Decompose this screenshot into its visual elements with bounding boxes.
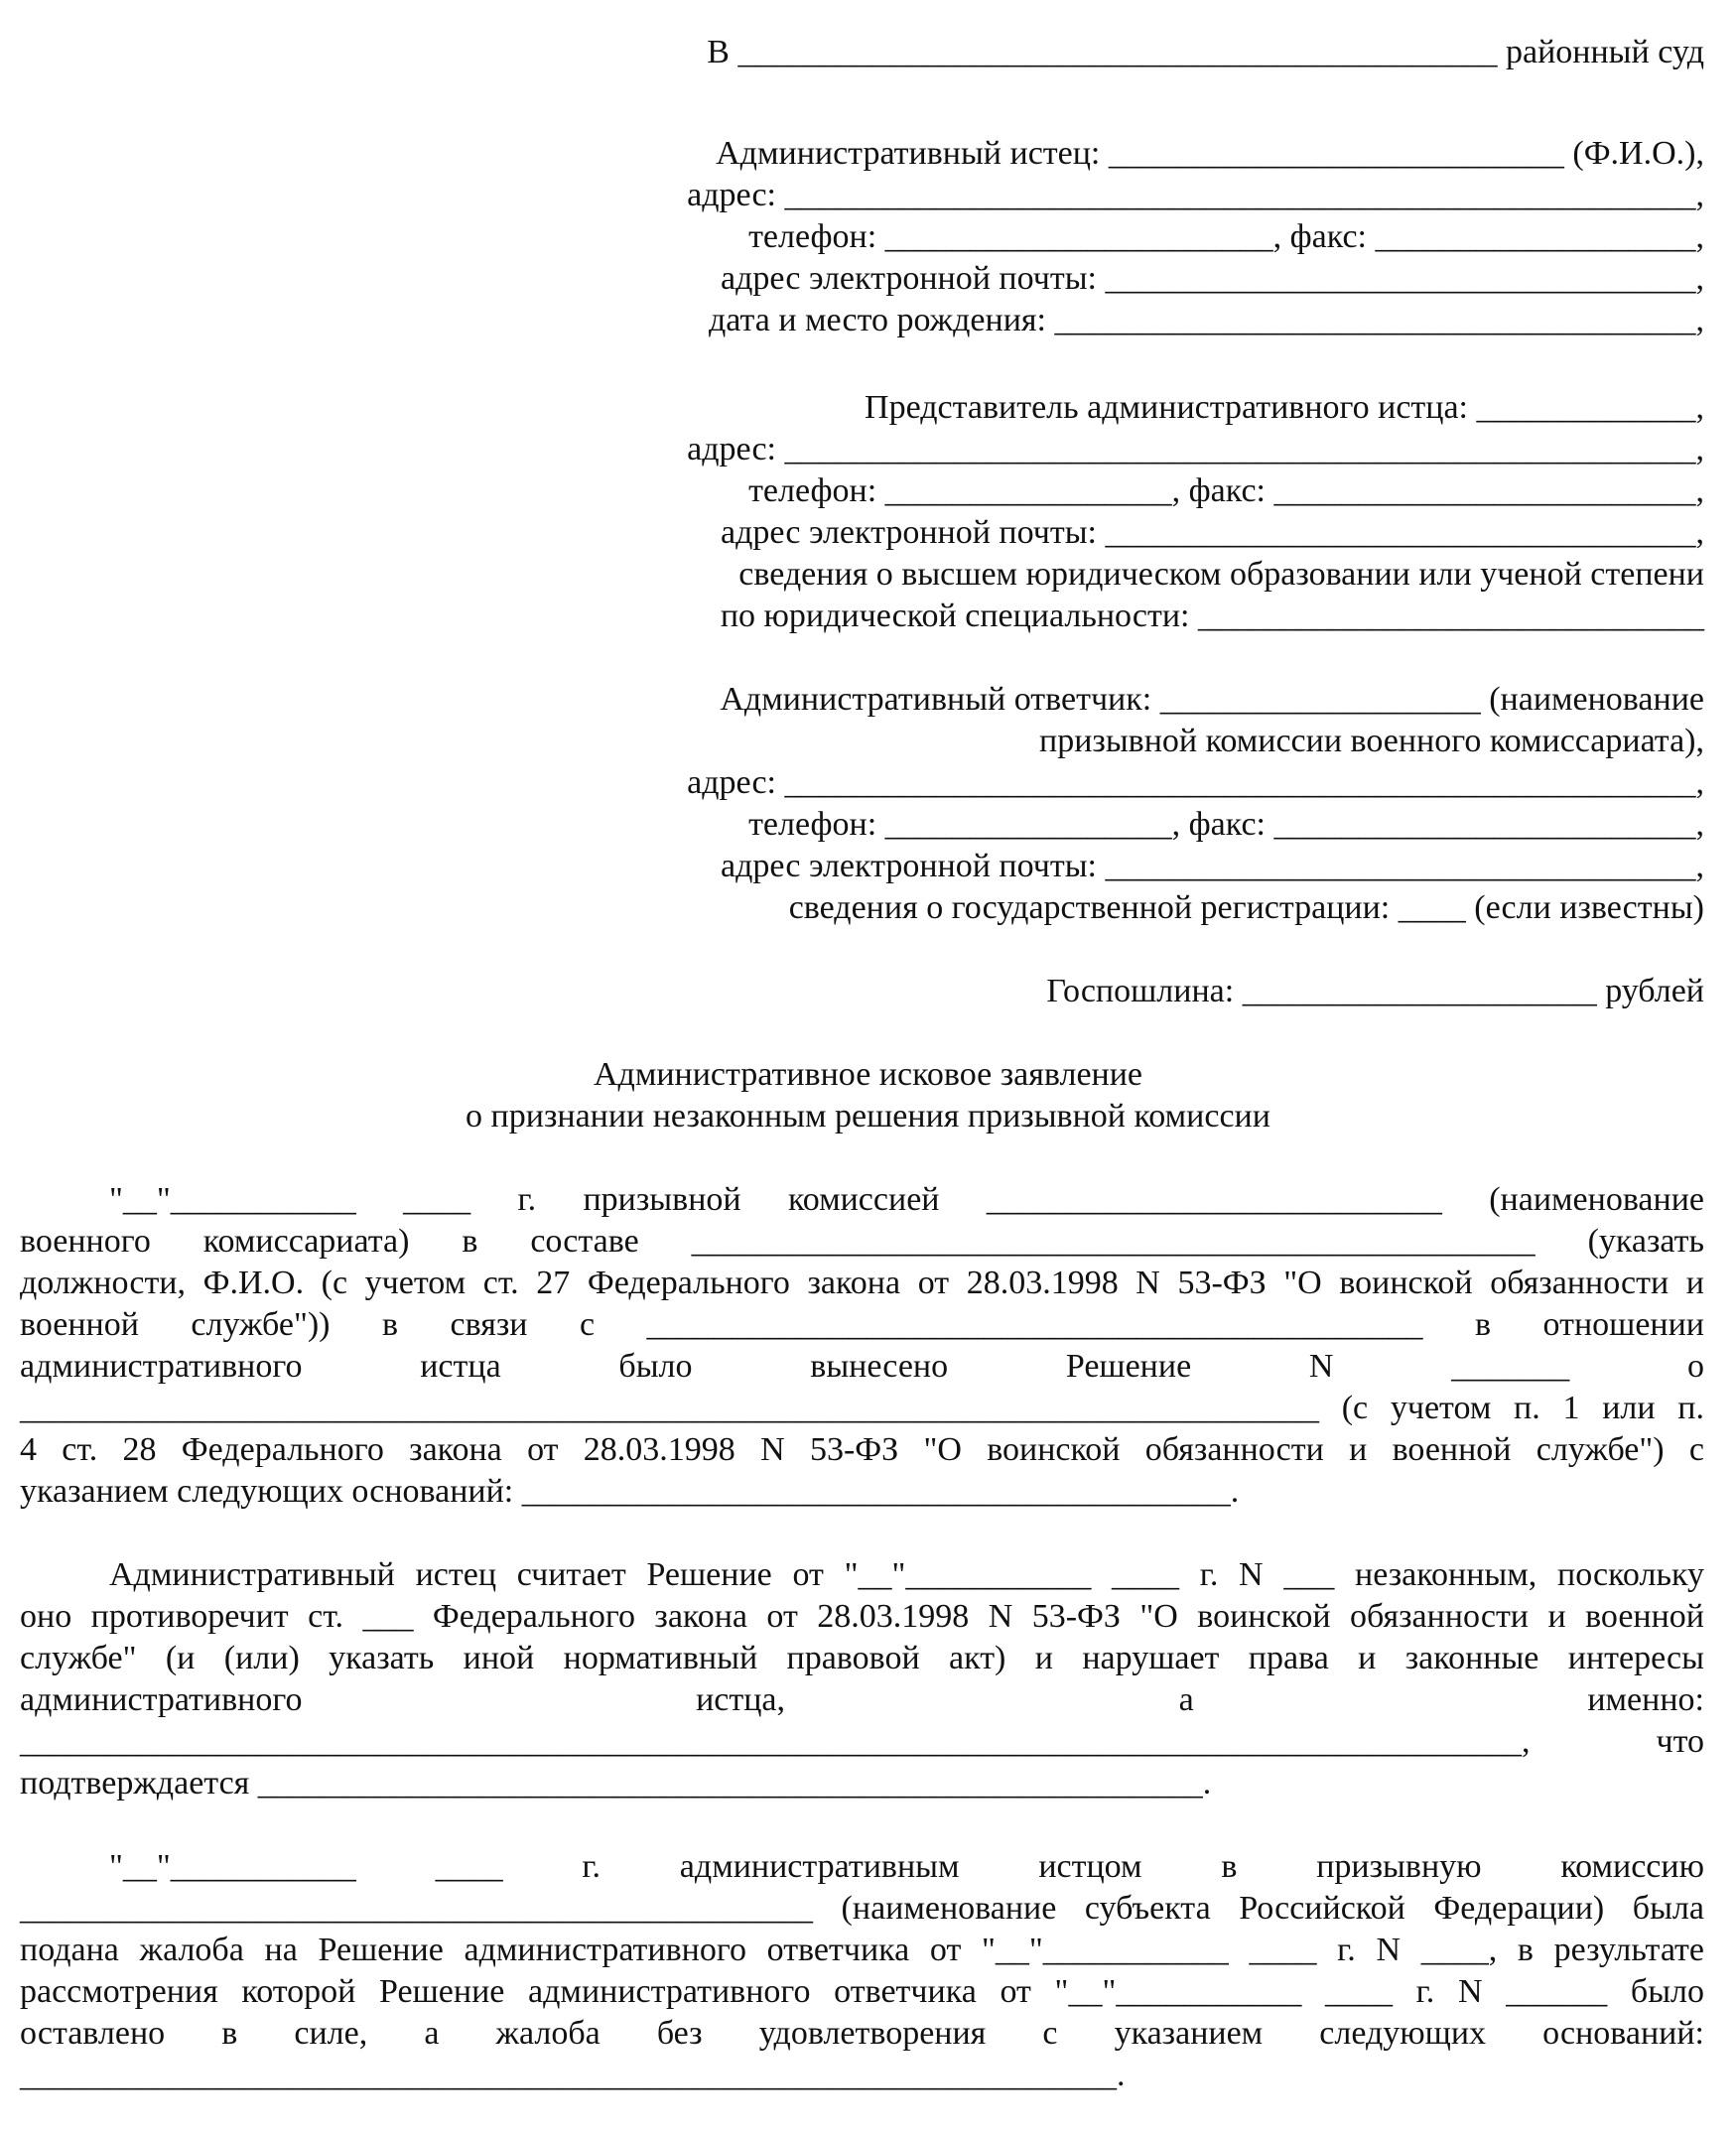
- paragraph-1-line: 4 ст. 28 Федерального закона от 28.03.1998 N 53-ФЗ "О воинской обязанности и военной службе") с: [20, 1431, 1704, 1468]
- paragraph-3-line: подана жалоба на Решение административного ответчика от "__"___________ ____ г. N ____, в результате: [20, 1932, 1704, 1968]
- state-fee-line: Госпошлина: _____________________ рублей: [1046, 973, 1704, 1009]
- paragraph-1-line: указанием следующих оснований: __________________________________________.: [20, 1473, 1240, 1510]
- defendant-registration-line: сведения о государственной регистрации: ____ (если известны): [788, 889, 1704, 926]
- plaintiff-address-line: адрес: ______________________________________________________,: [687, 177, 1704, 213]
- paragraph-3-line: _______________________________________________ (наименование субъекта Российской Федерации) была: [20, 1890, 1704, 1927]
- plaintiff-email-line: адрес электронной почты: ___________________________________,: [721, 260, 1704, 297]
- paragraph-2-line: оно противоречит ст. ___ Федерального закона от 28.03.1998 N 53-ФЗ "О воинской обязанности и военной: [20, 1598, 1704, 1635]
- document-subtitle: о признании незаконным решения призывной комиссии: [466, 1098, 1270, 1134]
- paragraph-2-line: Административный истец считает Решение от "__"___________ ____ г. N ___ незаконным, поскольку: [109, 1556, 1704, 1593]
- court-line: В _____________________________________________ районный суд: [707, 34, 1704, 70]
- paragraph-3-line: _________________________________________________________________.: [20, 2057, 1126, 2093]
- representative-line: Представитель административного истца: _____________,: [865, 389, 1704, 426]
- paragraph-1-line: _____________________________________________________________________________ (с учетом п. 1 или п.: [20, 1390, 1704, 1426]
- representative-specialty-line: по юридической специальности: ______________________________: [720, 598, 1704, 634]
- paragraph-1-line: должности, Ф.И.О. (с учетом ст. 27 Федерального закона от 28.03.1998 N 53-ФЗ "О воинской обязанности и: [20, 1265, 1704, 1301]
- representative-education-line: сведения о высшем юридическом образовании или ученой степени: [738, 556, 1704, 593]
- paragraph-3-line: оставлено в силе, а жалоба без удовлетворения с указанием следующих оснований:: [20, 2015, 1704, 2052]
- paragraph-1-line: "__"___________ ____ г. призывной комиссией ___________________________ (наименование: [109, 1181, 1704, 1218]
- paragraph-2-line: административного истца, а именно:: [20, 1681, 1704, 1718]
- defendant-email-line: адрес электронной почты: ___________________________________,: [721, 848, 1704, 884]
- paragraph-1-line: военного комиссариата) в составе __________________________________________________ (указать: [20, 1223, 1704, 1260]
- representative-email-line: адрес электронной почты: ___________________________________,: [721, 514, 1704, 551]
- defendant-line: Административный ответчик: ___________________ (наименование: [720, 681, 1704, 718]
- plaintiff-birth-line: дата и место рождения: ______________________________________,: [708, 302, 1704, 338]
- plaintiff-phone-line: телефон: _______________________, факс: ___________________,: [748, 218, 1704, 255]
- paragraph-3-line: "__"___________ ____ г. административным истцом в призывную комиссию: [109, 1848, 1704, 1885]
- representative-phone-line: телефон: _________________, факс: _________________________,: [748, 472, 1704, 509]
- document-title: Административное исковое заявление: [593, 1056, 1143, 1093]
- paragraph-1-line: административного истца было вынесено Решение N _______ о: [20, 1348, 1704, 1385]
- paragraph-1-line: военной службе")) в связи с ______________________________________________ в отношении: [20, 1306, 1704, 1343]
- paragraph-2-line: подтверждается ________________________________________________________.: [20, 1765, 1212, 1801]
- representative-address-line: адрес: ______________________________________________________,: [687, 431, 1704, 467]
- defendant-phone-line: телефон: _________________, факс: _________________________,: [748, 806, 1704, 843]
- paragraph-2-line: _________________________________________________________________________________________, что: [20, 1723, 1704, 1760]
- paragraph-3-line: рассмотрения которой Решение административного ответчика от "__"___________ ____ г. N ______ было: [20, 1973, 1704, 2010]
- defendant-address-line: адрес: ______________________________________________________,: [687, 764, 1704, 801]
- defendant-name-line: призывной комиссии военного комиссариата),: [1039, 723, 1704, 759]
- plaintiff-name-line: Административный истец: ___________________________ (Ф.И.О.),: [716, 135, 1704, 172]
- paragraph-2-line: службе" (и (или) указать иной нормативный правовой акт) и нарушает права и законные интересы: [20, 1640, 1704, 1676]
